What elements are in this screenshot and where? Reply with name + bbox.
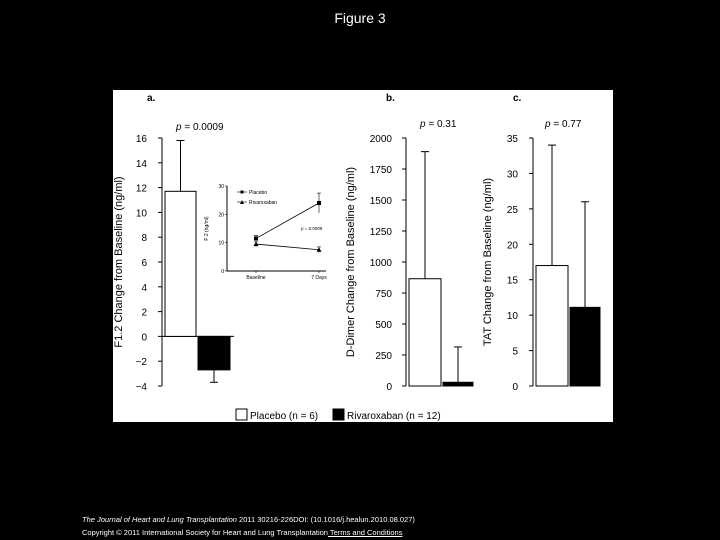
y-axis-label: D-Dimer Change from Baseline (ng/ml) — [345, 166, 357, 358]
y-tick-label: 0 — [386, 382, 392, 393]
y-tick-label: −2 — [135, 357, 147, 369]
caption — [82, 513, 415, 539]
y-tick-label: 0 — [141, 332, 147, 344]
inset-y-tick-label: 30 — [218, 184, 224, 190]
y-tick-label: 250 — [375, 351, 392, 362]
y-tick-label: 35 — [506, 134, 518, 145]
inset-x-tick-label: Baseline — [246, 275, 266, 281]
bar-rivaroxaban — [570, 307, 600, 386]
inset-p-value-annotation: p = 0.0008 — [301, 226, 323, 231]
y-tick-label: 1500 — [369, 196, 392, 207]
legend-label-placebo: Placebo (n = 6) — [250, 411, 319, 422]
journal-name: The Journal of Heart and Lung Transplantation — [82, 515, 237, 524]
y-tick-label: 25 — [506, 204, 518, 216]
citation-line — [82, 513, 415, 526]
inset-point-placebo — [254, 236, 258, 240]
legend-swatch-placebo — [236, 409, 247, 420]
y-tick-label: 2000 — [369, 134, 392, 145]
y-tick-label: 30 — [506, 169, 518, 181]
bar-placebo — [536, 266, 568, 386]
y-tick-label: 1250 — [369, 227, 392, 238]
y-tick-label: 14 — [135, 158, 147, 170]
inset-y-tick-label: 20 — [218, 212, 224, 219]
bar-rivaroxaban — [198, 336, 230, 369]
y-axis-label: TAT Change from Baseline (ng/ml) — [482, 177, 494, 347]
slide-title: Figure 3 — [334, 10, 386, 26]
y-tick-label: 4 — [141, 282, 147, 294]
y-tick-label: 6 — [141, 258, 147, 269]
legend-swatch-rivaroxaban — [333, 409, 344, 420]
y-tick-label: 750 — [375, 289, 392, 300]
figure-svg — [113, 90, 613, 422]
inset-y-tick-label: 0 — [221, 269, 224, 275]
figure-panel — [113, 90, 613, 422]
copyright-text: Copyright © 2011 International Society for Heart and Lung Transplantation — [82, 528, 328, 537]
y-tick-label: 20 — [506, 240, 518, 252]
panel-label: c. — [513, 93, 522, 104]
p-value-annotation: p = 0.77 — [545, 119, 582, 130]
bar-placebo — [165, 191, 196, 336]
y-tick-label: 2 — [141, 307, 147, 319]
inset-legend-marker-placebo — [241, 191, 244, 194]
y-axis-label: F1.2 Change from Baseline (ng/ml) — [113, 176, 125, 348]
inset-legend-label: Placebo — [249, 190, 268, 196]
y-tick-label: 8 — [141, 233, 147, 245]
y-tick-label: 500 — [375, 320, 392, 331]
bar-placebo — [409, 279, 441, 386]
bar-rivaroxaban — [443, 382, 473, 386]
inset-y-axis-label: F 2 (ng/ml) — [204, 216, 210, 241]
y-tick-label: 12 — [135, 183, 147, 195]
panel-label: a. — [147, 93, 156, 104]
y-tick-label: 10 — [135, 208, 147, 220]
y-tick-label: 10 — [506, 311, 518, 323]
panel-label: b. — [386, 93, 395, 104]
y-tick-label: −4 — [135, 382, 147, 393]
p-value-annotation: p = 0.0009 — [176, 122, 224, 133]
citation-text: 2011 30216-226DOI: (10.1016/j.healun.2010.08.027) — [236, 515, 415, 524]
y-tick-label: 0 — [512, 382, 518, 393]
copyright-line — [82, 526, 415, 539]
legend-label-rivaroxaban: Rivaroxaban (n = 12) — [347, 411, 441, 422]
y-tick-label: 16 — [135, 134, 147, 145]
p-value-annotation: p = 0.31 — [420, 119, 457, 130]
inset-y-tick-label: 10 — [218, 240, 224, 247]
inset-point-placebo — [317, 201, 321, 205]
y-tick-label: 15 — [506, 275, 518, 287]
inset-legend-label: Rivaroxaban — [249, 200, 278, 206]
y-tick-label: 1750 — [369, 165, 392, 176]
y-tick-label: 5 — [512, 346, 518, 358]
terms-link[interactable]: Terms and Conditions — [327, 528, 403, 537]
y-tick-label: 1000 — [369, 258, 392, 269]
inset-x-tick-label: 7 Days — [311, 275, 327, 281]
